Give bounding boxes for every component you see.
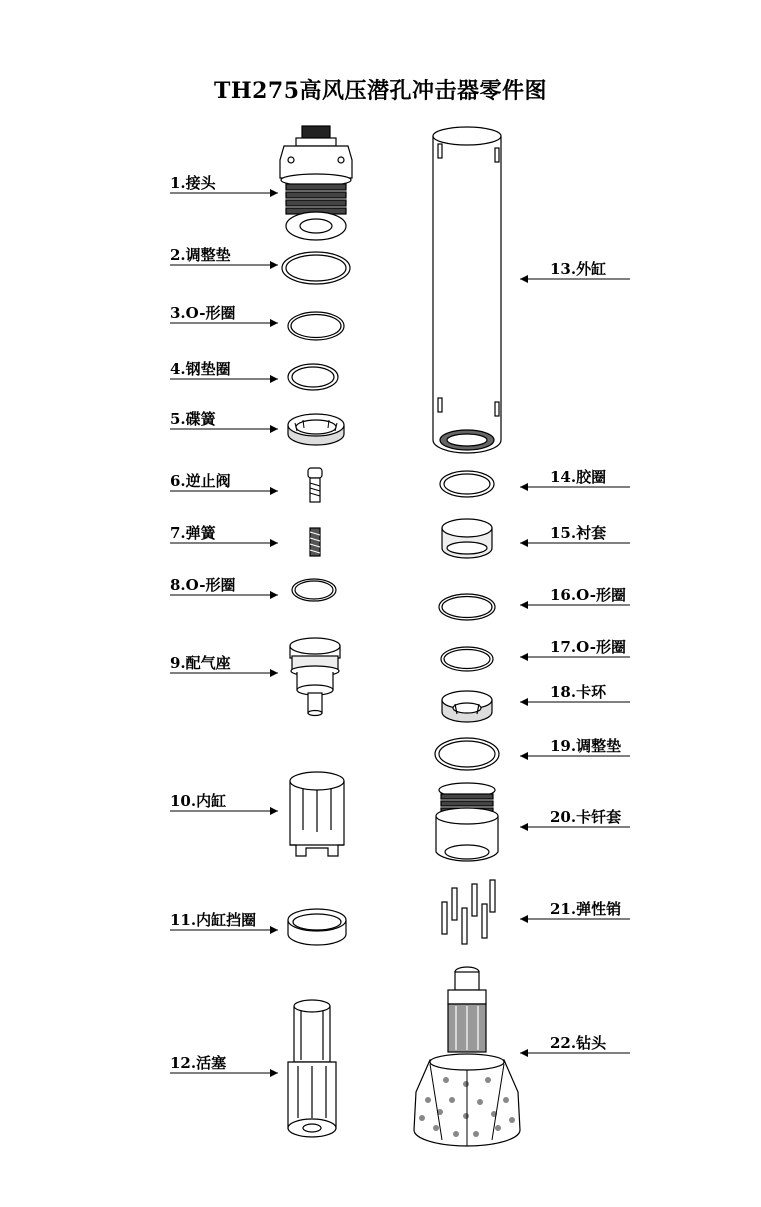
part-label-19: 19.调整垫 <box>550 737 622 755</box>
part-14-rubber-ring-drawing <box>440 471 494 497</box>
part-label-1: 1.接头 <box>170 174 216 192</box>
part-label-22: 22.钻头 <box>550 1034 607 1052</box>
part-10-inner-cylinder-drawing <box>290 772 344 856</box>
part-label-17: 17.O-形圈 <box>550 638 626 656</box>
part-label-8: 8.O-形圈 <box>170 576 236 594</box>
part-label-7: 7.弹簧 <box>170 524 216 542</box>
part-12-piston-drawing <box>288 1000 336 1137</box>
part-15-bushing-drawing <box>442 519 492 558</box>
part-13-outer-cylinder-drawing <box>433 127 501 453</box>
part-label-15: 15.衬套 <box>550 524 607 542</box>
part-7-spring-drawing <box>310 528 320 556</box>
part-label-20: 20.卡钎套 <box>550 808 622 826</box>
part-21-spring-pins-drawing <box>442 880 495 944</box>
part-4-steel-washer-drawing <box>288 364 338 390</box>
part-5-disc-spring-drawing <box>288 414 344 445</box>
diagram-title: TH275高风压潜孔冲击器零件图 <box>213 78 548 104</box>
part-label-13: 13.外缸 <box>550 260 607 278</box>
part-label-14: 14.胶圈 <box>550 468 607 486</box>
part-label-4: 4.钢垫圈 <box>170 360 231 378</box>
part-label-12: 12.活塞 <box>170 1054 227 1072</box>
part-label-16: 16.O-形圈 <box>550 586 626 604</box>
part-2-washer-drawing <box>282 252 350 284</box>
part-label-3: 3.O-形圈 <box>170 304 236 322</box>
part-17-o-ring-drawing <box>441 647 493 671</box>
part-16-o-ring-drawing <box>439 594 495 620</box>
part-3-o-ring-drawing <box>288 312 344 340</box>
leader-lines <box>170 193 630 1073</box>
part-label-10: 10.内缸 <box>170 792 227 810</box>
part-19-washer-drawing <box>435 738 499 770</box>
part-22-drill-bit-drawing <box>414 967 520 1146</box>
part-11-retaining-ring-drawing <box>288 909 346 945</box>
part-6-check-valve-drawing <box>308 468 322 502</box>
part-20-chuck-drawing <box>436 783 498 861</box>
part-8-o-ring-drawing <box>292 579 336 601</box>
part-label-5: 5.碟簧 <box>170 410 216 428</box>
part-label-2: 2.调整垫 <box>170 246 231 264</box>
part-label-6: 6.逆止阀 <box>170 472 231 490</box>
part-label-18: 18.卡环 <box>550 683 607 701</box>
part-1-joint-drawing <box>280 126 352 240</box>
part-label-11: 11.内缸挡圈 <box>170 911 257 929</box>
part-label-9: 9.配气座 <box>170 654 231 672</box>
part-18-snap-ring-drawing <box>442 691 492 722</box>
part-labels <box>170 174 626 1072</box>
part-9-valve-seat-drawing <box>290 638 340 716</box>
part-label-21: 21.弹性销 <box>550 900 622 918</box>
